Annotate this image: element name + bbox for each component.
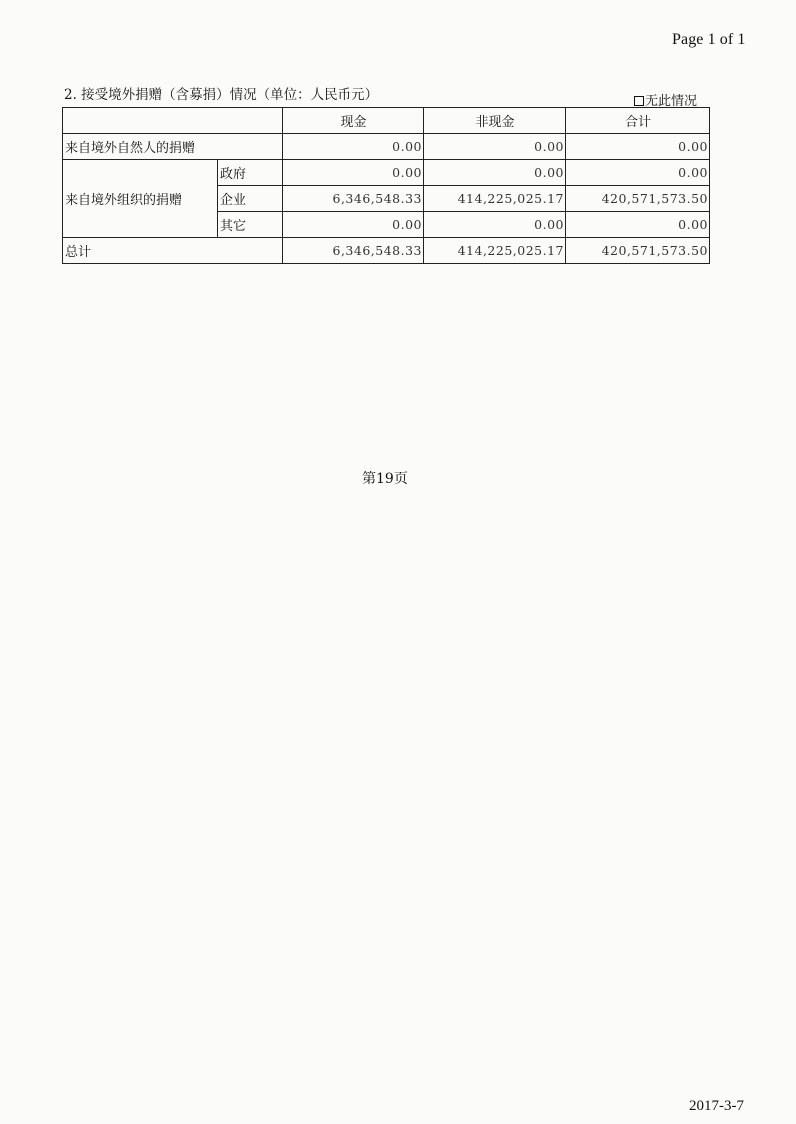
row-label-individual: 来自境外自然人的捐赠 — [63, 134, 283, 160]
column-header-total: 合计 — [566, 108, 710, 134]
row-label-organization: 来自境外组织的捐赠 — [63, 160, 218, 238]
sub-label-enterprise: 企业 — [218, 186, 283, 212]
cell-individual-total: 0.00 — [566, 134, 710, 160]
row-label-total: 总计 — [63, 238, 283, 264]
donations-table — [62, 107, 710, 264]
cell-total-cash: 6,346,548.33 — [283, 238, 424, 264]
footer-page-number: 第19页 — [362, 471, 408, 487]
cell-government-total: 0.00 — [566, 160, 710, 186]
section-title: 2. 接受境外捐赠（含募捐）情况（单位：人民币元） — [64, 87, 379, 103]
cell-other-cash: 0.00 — [283, 212, 424, 238]
cell-government-noncash: 0.00 — [424, 160, 566, 186]
cell-enterprise-noncash: 414,225,025.17 — [424, 186, 566, 212]
table-row — [63, 160, 710, 186]
cell-government-cash: 0.00 — [283, 160, 424, 186]
cell-other-total: 0.00 — [566, 212, 710, 238]
table-row — [63, 238, 710, 264]
page-number: Page 1 of 1 — [672, 31, 746, 48]
table-row — [63, 134, 710, 160]
column-header-cash: 现金 — [283, 108, 424, 134]
cell-individual-noncash: 0.00 — [424, 134, 566, 160]
checkbox-icon[interactable] — [634, 96, 644, 106]
column-header-noncash: 非现金 — [424, 108, 566, 134]
cell-total-total: 420,571,573.50 — [566, 238, 710, 264]
no-situation-label: 无此情况 — [645, 94, 698, 109]
header-blank-cell — [63, 108, 283, 134]
cell-enterprise-cash: 6,346,548.33 — [283, 186, 424, 212]
sub-label-other: 其它 — [218, 212, 283, 238]
cell-other-noncash: 0.00 — [424, 212, 566, 238]
footer-date: 2017-3-7 — [689, 1098, 744, 1114]
table-header-row — [63, 108, 710, 134]
sub-label-government: 政府 — [218, 160, 283, 186]
cell-individual-cash: 0.00 — [283, 134, 424, 160]
cell-total-noncash: 414,225,025.17 — [424, 238, 566, 264]
cell-enterprise-total: 420,571,573.50 — [566, 186, 710, 212]
